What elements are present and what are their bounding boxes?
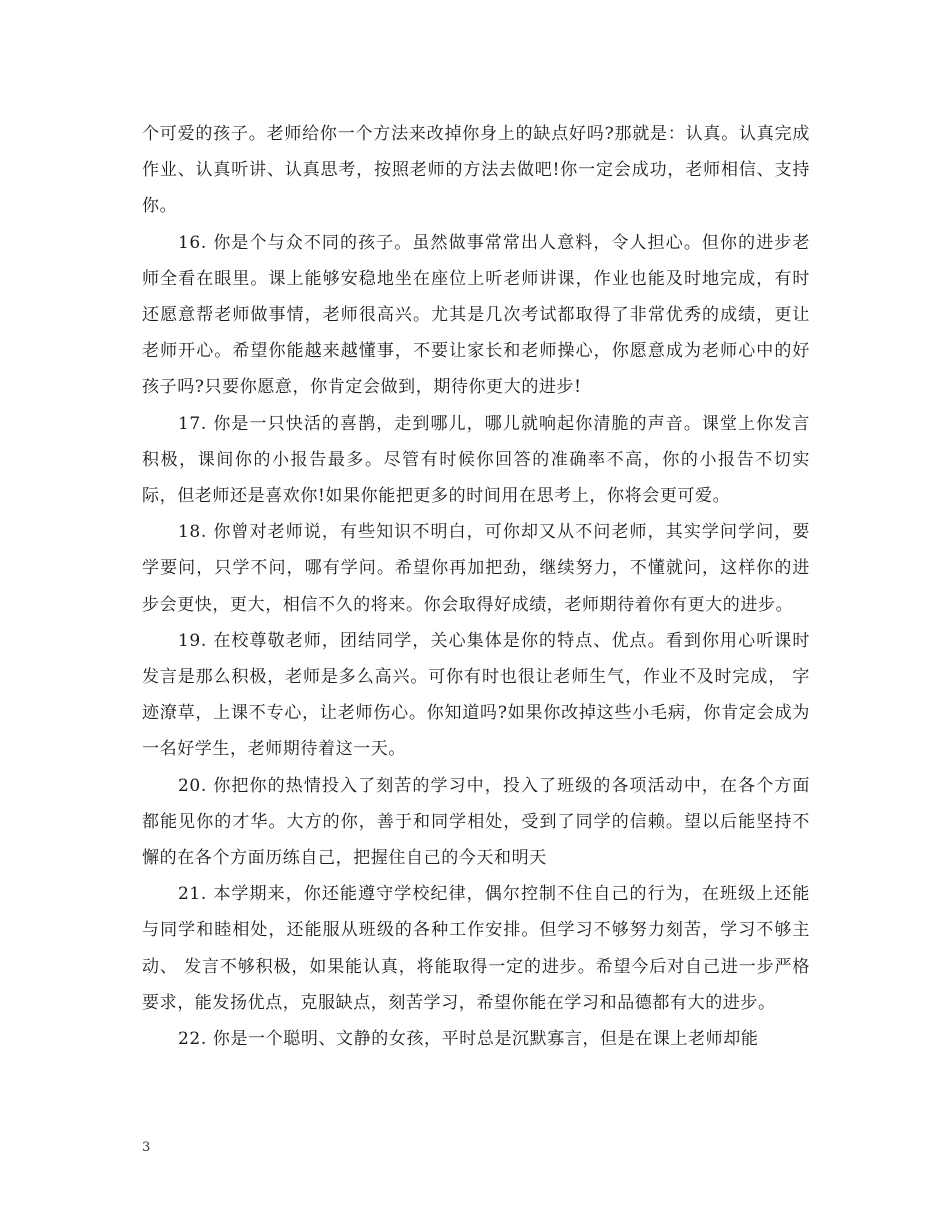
paragraph-22: 22. 你是一个聪明、文静的女孩，平时总是沉默寡言，但是在课上老师却能 xyxy=(178,1029,759,1050)
paragraph-18: 18. 你曾对老师说，有些知识不明白，可你却又从不问老师，其实学问学问，要学要问，只学不问，哪有学问。希望你再加把劲，继续努力，不懂就问，这样你的进步会更快，更大，相信不久的将来。你会取得好成绩，老师期待着你有更大的进步。 xyxy=(142,522,810,615)
paragraph-20: 20. 你把你的热情投入了刻苦的学习中，投入了班级的各项活动中，在各个方面都能见你的才华。大方的你，善于和同学相处，受到了同学的信赖。望以后能坚持不懈的在各个方面历练自己，把握住自己的今天和明天 xyxy=(142,775,810,869)
paragraph-19: 19. 在校尊敬老师，团结同学，关心集体是你的特点、优点。看到你用心听课时发言是那么积极，老师是多么高兴。可你有时也很让老师生气，作业不及时完成， 字迹潦草，上课不专心，让老师伤心。你知道吗?如果你改掉这些小毛病，你肯定会成为一名好学生，老师期待着这一天。 xyxy=(142,630,810,760)
paragraph-16: 16. 你是个与众不同的孩子。虽然做事常常出人意料，令人担心。但你的进步老师全看在眼里。课上能够安稳地坐在座位上听老师讲课，作业也能及时地完成，有时还愿意帮老师做事情，老师很高兴。尤其是几次考试都取得了非常优秀的成绩，更让老师开心。希望你能越来越懂事，不要让家长和老师操心，你愿意成为老师心中的好孩子吗?只要你愿意，你肯定会做到，期待你更大的进步! xyxy=(142,232,810,398)
page-number: 3 xyxy=(142,1140,151,1155)
paragraph-17: 17. 你是一只快活的喜鹊，走到哪儿，哪儿就响起你清脆的声音。课堂上你发言积极，课间你的小报告最多。尽管有时候你回答的准确率不高，你的小报告不切实际，但老师还是喜欢你!如果你能把更多的时间用在思考上，你将会更可爱。 xyxy=(142,413,810,507)
paragraph-21: 21. 本学期来，你还能遵守学校纪律，偶尔控制不住自己的行为，在班级上还能与同学和睦相处，还能服从班级的各种工作安排。但学习不够努力刻苦，学习不够主动、 发言不够积极，如果能认真，将能取得一定的进步。希望今后对自己进一步严格要求，能发扬优点，克服缺点，刻苦学习，希望你能在学习和品德都有大的进步。 xyxy=(142,884,810,1013)
document-body xyxy=(142,116,810,1057)
paragraph-continuation: 个可爱的孩子。老师给你一个方法来改掉你身上的缺点好吗?那就是：认真。认真完成作业、认真听讲、认真思考，按照老师的方法去做吧!你一定会成功，老师相信、支持你。 xyxy=(142,124,810,217)
